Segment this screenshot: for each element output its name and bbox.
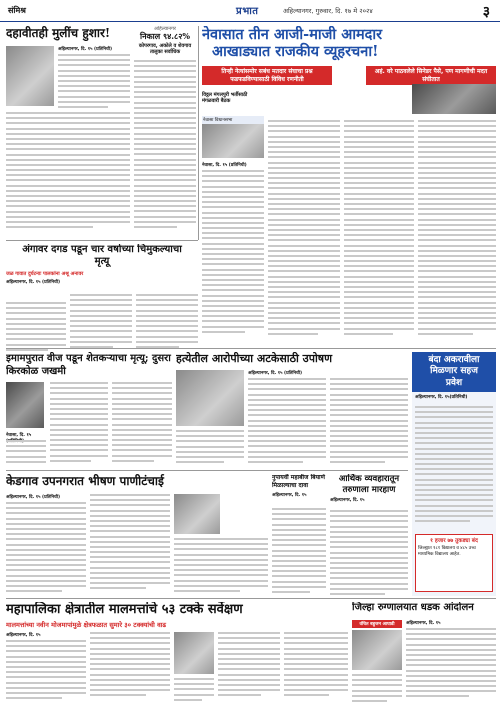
- story-admission-headline-line2: मिळणार सहज: [430, 366, 478, 377]
- story-water-shortage-headline: केडगाव उपनगरात भीषण पाणीटंचाई: [6, 474, 164, 488]
- story-admission-headline-line3: प्रवेश: [445, 377, 463, 388]
- story-admission-box-title: १ हजार ७७ तुकड्या बंद: [430, 538, 478, 544]
- masthead: [0, 0, 500, 22]
- story-admission-body: [415, 406, 493, 530]
- story-result-headline: निकाल ९४.८२%: [140, 31, 190, 41]
- story-water-shortage-body-2: [90, 494, 170, 596]
- story-property-survey-dateline: अहिल्यानगर, दि. १५: [6, 633, 41, 638]
- leaders-photo: [412, 84, 496, 114]
- building-photo: [174, 632, 214, 674]
- water-photo: [174, 494, 220, 534]
- story-seeds-body: [272, 508, 326, 596]
- page-number: ३: [482, 4, 490, 20]
- story-hospital-protest-headline: जिल्हा रुग्णालयात धडक आंदोलन: [352, 602, 474, 613]
- story-lightning-dateline: नेवासा, दि. १५: [6, 433, 32, 438]
- story-hunger-strike-body-3: [330, 378, 408, 468]
- story-assault: [330, 474, 408, 596]
- lead-subhead-right: अहं. वरे पाठवलेले सिनेडर पैसेे, पण मागणीची मदत संघीतात: [366, 66, 496, 85]
- story-hunger-strike-dateline: अहिल्यानगर, दि. १५ (प्रतिनिधी): [248, 371, 303, 376]
- story-hospital-protest: [352, 602, 496, 706]
- row-divider: [6, 240, 198, 241]
- story-property-survey: [6, 602, 348, 706]
- story-child-death: [6, 244, 198, 352]
- lead-map-graphic: [202, 124, 264, 158]
- lead-dateline: नेवासा, दि. १५ (प्रतिनिधी): [202, 163, 247, 168]
- story-property-survey-body-1: [6, 640, 86, 706]
- story-property-survey-body-2: [90, 632, 170, 706]
- row-divider: [6, 470, 408, 471]
- story-result: [134, 26, 196, 236]
- story-girls-top-headline: दहावीतही मुलींच हुशार!: [6, 26, 111, 40]
- story-lightning-body-3: [112, 382, 172, 468]
- protest-hospital-photo: [352, 630, 402, 670]
- protest-photo: [176, 370, 244, 426]
- lead-body-col1: [202, 170, 264, 340]
- story-admission-headline: [412, 352, 496, 392]
- story-assault-dateline: अहिल्यानगर, दि. १५: [330, 498, 365, 504]
- story-property-survey-subhead: मालमत्तांच्या नवीन मोजमापांमुळे क्षेत्रफळात सुमारे ३० टक्क्यांची वाढ: [6, 620, 167, 629]
- story-hunger-strike-headline: हत्येतील आरोपीच्या अटकेसाठी उपोषण: [176, 352, 333, 365]
- column-divider: [198, 26, 199, 240]
- lead-body-col4: [418, 120, 496, 340]
- story-result-subhead: कोपरगाव, अकोले व शेवगाव तालुका सर्वाधिक: [138, 42, 192, 55]
- story-child-death-dateline: अहिल्यानगर, दि. १५ (प्रतिनिधी): [6, 280, 61, 285]
- story-hospital-protest-dateline: अहिल्यानगर, दि. १५: [406, 621, 441, 626]
- story-girls-top-dateline: अहिल्यानगर, दि. १५ (प्रतिनिधी): [58, 47, 113, 52]
- story-water-shortage-body-3: [174, 538, 268, 596]
- story-property-survey-headline: महापालिका क्षेत्रातील मालमत्तांचे ५३ टक्के सर्वेक्षण: [6, 602, 243, 617]
- lead-story: [202, 26, 496, 344]
- story-water-shortage-body-1: [6, 502, 86, 596]
- story-property-survey-body-5: [284, 632, 348, 706]
- story-admission-box-text: जिल्ह्यात १८१ विद्यालय व ४८५ उच्च माध्यमिक विद्यालय आहेत.: [418, 546, 476, 558]
- lead-subhead-center: तिन्ही नेत्यांसमोर सबंध मतदार संघाचा प्रश्न फडफडविण्यासाठी विविध रणनीती: [202, 66, 332, 85]
- lead-subhead-left: विट्ठल मंगलपुरी भर्तीसाठी मंगळवारी बैठक: [202, 92, 248, 105]
- story-assault-body: [330, 510, 408, 596]
- student-photo: [6, 46, 54, 106]
- lead-body-col2: [268, 120, 340, 340]
- story-result-kicker: अहिल्यानगर: [154, 26, 176, 32]
- story-property-survey-body-3: [174, 678, 214, 706]
- story-seeds-dateline: अहिल्यानगर, दि. १५: [272, 492, 307, 498]
- story-result-body: [134, 60, 196, 234]
- story-child-death-body-3: [136, 294, 198, 352]
- story-lightning-headline: इमामपुरात वीज पडून शेतकऱ्याचा मृत्यू; दुसरा किरकोळ जखमी: [6, 353, 171, 377]
- dateline-header: अहिल्यानगर, गुरुवार, दि. १७ मे २०२४: [283, 7, 373, 15]
- story-lightning-body-1: [6, 440, 46, 468]
- story-water-shortage: [6, 474, 268, 596]
- story-girls-top: [6, 26, 130, 236]
- story-hunger-strike-body-1: [176, 430, 244, 468]
- lead-body-col3: [344, 120, 414, 340]
- story-hospital-protest-body-1: [352, 674, 402, 706]
- lead-headline-line2: आखाड्यात राजकीय व्यूहरचना!: [212, 43, 379, 61]
- story-property-survey-body-4: [218, 632, 280, 706]
- story-admission-box: [415, 534, 493, 592]
- story-water-shortage-dateline: अहिल्यानगर, दि. १५ (प्रतिनिधी): [6, 495, 61, 500]
- row-divider: [6, 598, 496, 599]
- story-hospital-protest-body-2: [406, 628, 496, 706]
- story-child-death-body-1: [6, 302, 66, 352]
- section-label: संमिश्र: [8, 6, 26, 15]
- farmer-photo: [6, 382, 44, 428]
- story-hospital-protest-kicker: वंचित बहुजन आघाडी: [352, 620, 402, 628]
- story-hunger-strike: [176, 352, 408, 468]
- story-child-death-subhead: जळ गावात दुर्घटनाः पालकांना अश्रू अनावर: [6, 271, 84, 277]
- story-girls-top-body: [58, 54, 130, 108]
- story-seeds-headline: नुपायर्वी महाबीज बियाणे मिळाल्याचा दावा: [272, 474, 325, 489]
- story-lightning-body-2: [50, 382, 108, 468]
- story-admission-dateline: अहिल्यानगर, दि. १५(प्रतिनिधी): [415, 394, 468, 400]
- story-child-death-body-2: [70, 294, 132, 352]
- story-seeds: [272, 474, 326, 596]
- row-divider: [6, 348, 496, 349]
- story-admission-headline-line1: बंदा अकरावीला: [428, 355, 480, 365]
- story-assault-headline: आर्थिक व्यवहारातून तरुणाला मारहाण: [338, 474, 400, 495]
- story-admission: [412, 352, 496, 596]
- story-girls-top-body-2: [6, 112, 130, 232]
- story-lightning: [6, 352, 172, 468]
- lead-headline-line1: नेवासात तीन आजी-माजी आमदार: [202, 26, 383, 43]
- brand-logo: प्रभात: [236, 6, 259, 17]
- story-child-death-headline: अंगावर दगड पडून चार वर्षाच्या चिमुकल्याचा मृत्यू: [22, 244, 182, 267]
- lead-pic-caption: नेवासा विधानसभा: [202, 116, 264, 124]
- story-hunger-strike-body-2: [248, 378, 326, 468]
